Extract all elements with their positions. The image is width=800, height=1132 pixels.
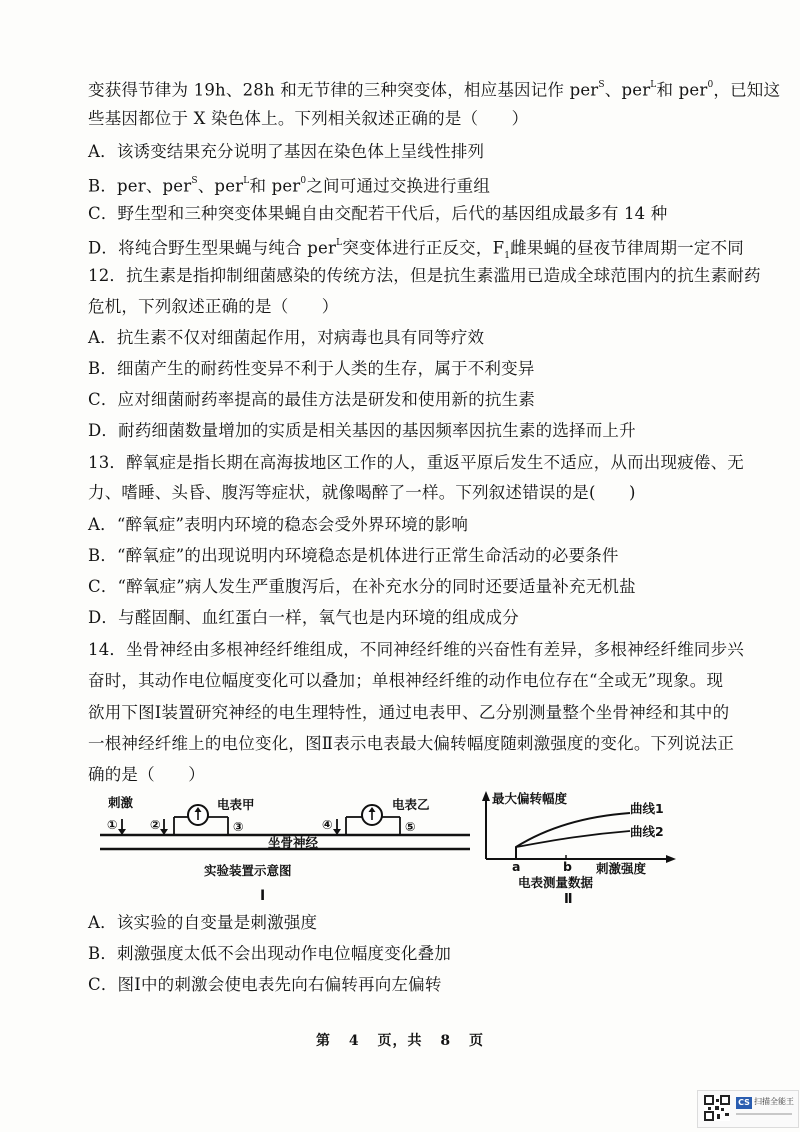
page-footer	[0, 1030, 800, 1050]
q11-stem-line-2: 些基因都位于 X 染色体上。下列相关叙述正确的是（ ）	[88, 109, 529, 128]
q14-stem-line-3: 欲用下图Ⅰ装置研究神经的电生理特性，通过电表甲、乙分别测量整个坐骨神经和其中的	[88, 703, 730, 722]
figure-2-numeral: Ⅱ	[564, 892, 573, 907]
q12-option-d: D．耐药细菌数量增加的实质是相关基因的基因频率因抗生素的选择而上升	[88, 421, 636, 440]
q13-option-c: C．“醉氧症”病人发生严重腹泻后，在补充水分的同时还要适量补充无机盐	[88, 577, 636, 596]
figure-2-graph	[480, 787, 690, 907]
point-5: ⑤	[405, 819, 416, 834]
q14-stem-line-5: 确的是（ ）	[88, 765, 205, 784]
figure-2-caption: 电表测量数据	[518, 875, 594, 890]
figure-1-numeral: Ⅰ	[260, 888, 266, 904]
meter-a-label: 电表甲	[217, 797, 255, 812]
footer-page-number: 4	[348, 1033, 360, 1049]
qr-code-icon	[704, 1095, 730, 1121]
y-axis-arrow	[482, 791, 490, 801]
footer-di: 第	[316, 1033, 331, 1049]
curve-2-line	[516, 831, 630, 847]
curve-2-label: 曲线2	[630, 824, 664, 839]
q11-option-a: A．该诱变结果充分说明了基因在染色体上呈线性排列	[88, 142, 485, 161]
point-1: ①	[107, 817, 118, 832]
footer-total-pages: 8	[440, 1033, 452, 1049]
q12-option-b: B．细菌产生的耐药性变异不利于人类的生存，属于不利变异	[88, 359, 535, 378]
tick-b: b	[563, 859, 572, 874]
q12-option-c: C．应对细菌耐药率提高的最佳方法是研发和使用新的抗生素	[88, 390, 536, 409]
point-2: ②	[150, 817, 161, 832]
q13-option-d: D．与醛固酮、血红蛋白一样，氧气也是内环境的组成成分	[88, 608, 519, 627]
q14-option-c: C．图Ⅰ中的刺激会使电表先向右偏转再向左偏转	[88, 975, 442, 994]
q14-option-b: B．刺激强度太低不会出现动作电位幅度变化叠加	[88, 944, 452, 963]
point-3: ③	[233, 819, 244, 834]
q13-stem-line-1: 13．醉氧症是指长期在高海拔地区工作的人，重返平原后发生不适应，从而出现疲倦、无	[88, 453, 744, 472]
tick-a: a	[512, 859, 521, 874]
point-4: ④	[322, 817, 333, 832]
q14-option-a: A．该实验的自变量是刺激强度	[88, 913, 318, 932]
q12-stem-line-2: 危机，下列叙述正确的是（ ）	[88, 297, 339, 316]
x-axis-arrow	[666, 855, 676, 863]
q14-stem-line-2: 奋时，其动作电位幅度变化可以叠加；单根神经纤维的动作电位存在“全或无”现象。现	[88, 671, 724, 690]
q14-stem-line-1: 14．坐骨神经由多根神经纤维组成，不同神经纤维的兴奋性有差异，多根神经纤维同步兴	[88, 640, 744, 659]
stimulus-label: 刺激	[108, 795, 134, 810]
watermark-title: 扫描全能王	[754, 1097, 794, 1106]
q12-option-a: A．抗生素不仅对细菌起作用，对病毒也具有同等疗效	[88, 328, 485, 347]
q13-option-a: A．“醉氧症”表明内环境的稳态会受外界环境的影响	[88, 515, 469, 534]
q12-stem-line-1: 12．抗生素是指抑制细菌感染的传统方法，但是抗生素滥用已造成全球范围内的抗生素耐药	[88, 266, 761, 285]
meter-b-label: 电表乙	[392, 797, 430, 812]
q14-stem-line-4: 一根神经纤维上的电位变化，图Ⅱ表示电表最大偏转幅度随刺激强度的变化。下列说法正	[88, 734, 735, 753]
nerve-label: 坐骨神经	[268, 835, 319, 850]
watermark-tagline-bar	[736, 1111, 796, 1117]
footer-ye-gong: 页，共	[377, 1033, 423, 1049]
figure-1-apparatus	[100, 793, 470, 908]
figure-1-caption: 实验装置示意图	[204, 863, 292, 878]
q11-option-c: C．野生型和三种突变体果蝇自由交配若干代后，后代的基因组成最多有 14 种	[88, 204, 668, 223]
scanner-watermark	[697, 1090, 799, 1128]
curve-1-label: 曲线1	[630, 801, 664, 816]
q11-option-b: B．per、per$^S$、per$^L$和 per$^0$之间可通过交换进行重组	[88, 176, 491, 196]
q11-stem-line-1: 变获得节律为 19h、28h 和无节律的三种突变体，相应基因记作 per$^S$、per$^L$和 per$^0$，已知这	[88, 80, 781, 100]
q13-stem-line-2: 力、嗜睡、头昏、腹泻等症状，就像喝醉了一样。下列叙述错误的是( )	[88, 483, 636, 502]
footer-ye: 页	[469, 1033, 484, 1049]
q11-option-d: D．将纯合野生型果蝇与纯合 per$^L$突变体进行正反交，$F_1$雌果蝇的昼夜节律周期一定不同	[88, 238, 744, 261]
x-axis-label: 刺激强度	[596, 861, 647, 876]
q13-option-b: B．“醉氧症”的出现说明内环境稳态是机体进行正常生命活动的必要条件	[88, 546, 619, 565]
y-axis-label: 最大偏转幅度	[492, 791, 568, 806]
curve-1-line	[516, 813, 630, 859]
camscanner-logo: CS	[736, 1097, 752, 1109]
